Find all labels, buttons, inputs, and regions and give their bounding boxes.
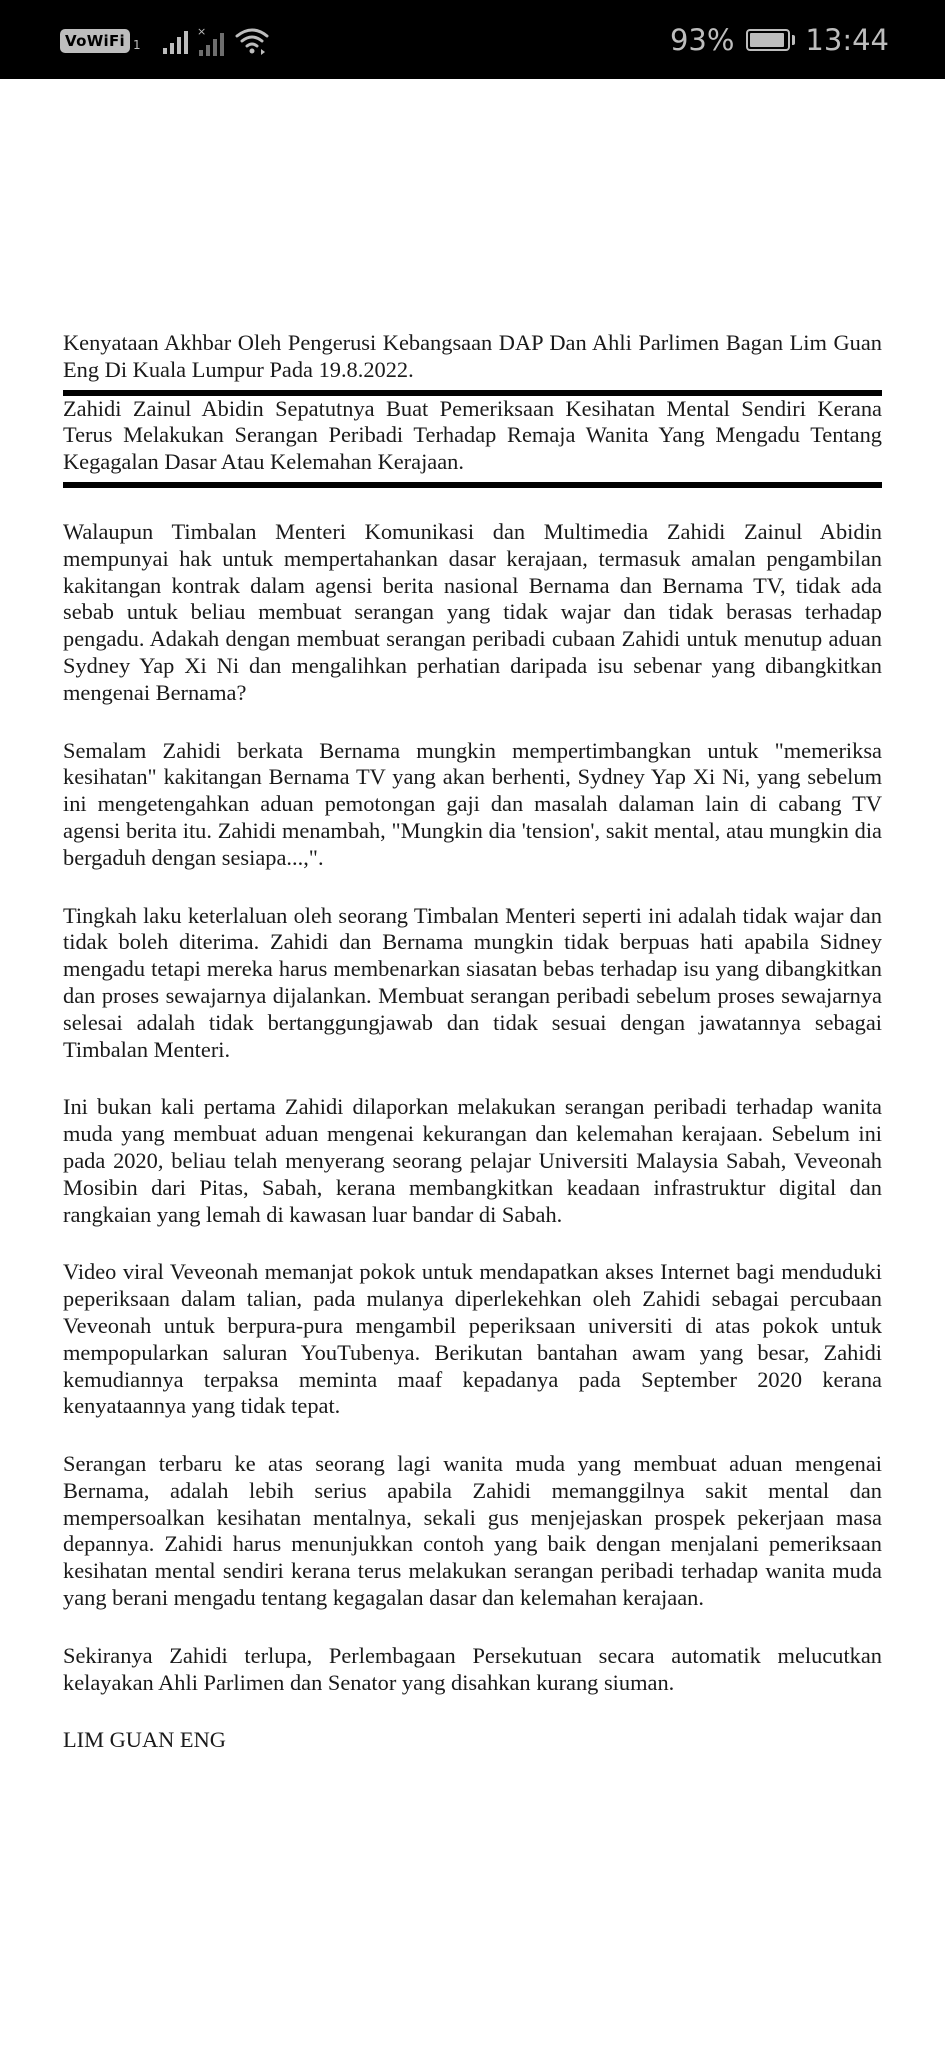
battery-fill [750,33,783,47]
svg-text:×: × [196,26,206,38]
divider [63,482,882,488]
body-paragraph: Video viral Veveonah memanjat pokok untuk mendapatkan akses Internet bagi menduduki peperiksaan dalam talian, pada mulanya diperlekehkan oleh Zahidi sebagai percubaan Veveonah untuk berpura-pura mengambil peperiksaan universiti di atas pokok untuk mempopularkan saluran YouTubenya. Berikutan bantahan awam yang besar, Zahidi kemudiannya terpaksa meminta maaf kepadanya pada September 2020 kerana kenyataannya yang tidak tepat. [63,1259,882,1419]
wifi-icon [235,27,269,55]
clock: 13:44 [805,23,889,57]
body-paragraph: Tingkah laku keterlaluan oleh seorang Timbalan Menteri seperti ini adalah tidak wajar dan tidak boleh diterima. Zahidi dan Bernama mungkin tidak berpuas hati apabila Sidney mengadu tetapi mereka harus membenarkan siasatan bebas terhadap isu yang dibangkitkan dan proses sewajarnya dijalankan. Membuat serangan peribadi sebelum proses sewajarnya selesai adalah tidak bertanggungjawab dan tidak sesuai dengan jawatannya sebagai Timbalan Menteri. [63,902,882,1062]
headline: Kenyataan Akhbar Oleh Pengerusi Kebangsaan DAP Dan Ahli Parlimen Bagan Lim Guan Eng Di Kuala Lumpur Pada 19.8.2022. [63,330,882,382]
vowifi-label: VoWiFi [60,29,130,53]
battery-percent: 93% [669,23,735,57]
status-bar-left [60,25,269,57]
battery-icon [746,29,795,51]
body-paragraph: Semalam Zahidi berkata Bernama mungkin mempertimbangkan untuk "memeriksa kesihatan" kakitangan Bernama TV yang akan berhenti, Sydney Yap Xi Ni, yang sebelum ini mengetengahkan aduan pemotongan gaji dan masalah dalaman lain di cabang TV agensi berita itu. Zahidi menambah, "Mungkin dia 'tension', sakit mental, atau mungkin dia bergaduh dengan sesiapa...,". [63,737,882,870]
press-statement [63,330,882,1754]
battery-tip [792,35,795,45]
body-paragraph: Serangan terbaru ke atas seorang lagi wanita muda yang membuat aduan mengenai Bernama, adalah lebih serius apabila Zahidi memanggilnya sakit mental dan mempersoalkan kesihatan mentalnya, sekali gus menjejaskan prospek pekerjaan masa depannya. Zahidi harus menunjukkan contoh yang baik dengan menjalani pemeriksaan kesihatan mental sendiri kerana terus melakukan serangan peribadi terhadap wanita muda yang berani mengadu tentang kegagalan dasar dan kelemahan kerajaan. [63,1451,882,1611]
status-bar [0,0,945,79]
status-bar-right [670,20,889,60]
body-paragraph: Ini bukan kali pertama Zahidi dilaporkan melakukan serangan peribadi terhadap wanita muda yang membuat aduan mengenai kekurangan dan kelemahan kerajaan. Sebelum ini pada 2020, beliau telah menyerang seorang pelajar Universiti Malaysia Sabah, Veveonah Mosibin dari Pitas, Sabah, kerana membangkitkan keadaan infrastruktur digital dan rangkaian yang lemah di kawasan luar bandar di Sabah. [63,1094,882,1227]
body-paragraph: Sekiranya Zahidi terlupa, Perlembagaan Persekutuan secara automatik melucutkan kelayakan Ahli Parlimen dan Senator yang disahkan kurang siuman. [63,1642,882,1695]
vowifi-sub: 1 [132,38,141,52]
vowifi-icon [60,27,141,55]
battery-body [746,29,790,51]
no-signal-icon [197,26,227,56]
signature: LIM GUAN ENG [63,1727,226,1753]
body-paragraph: Walaupun Timbalan Menteri Komunikasi dan Multimedia Zahidi Zainul Abidin mempunyai hak untuk mempertahankan dasar kerajaan, termasuk amalan pengambilan kakitangan kontrak dalam agensi berita nasional Bernama dan Bernama TV, tidak ada sebab untuk beliau membuat serangan yang tidak wajar dan tidak berasas terhadap pengadu. Adakah dengan membuat serangan peribadi cubaan Zahidi untuk menutup aduan Sydney Yap Xi Ni dan mengalihkan perhatian daripada isu sebenar yang dibangkitkan mengenai Bernama? [63,518,882,705]
subheadline: Zahidi Zainul Abidin Sepatutnya Buat Pemeriksaan Kesihatan Mental Sendiri Kerana Terus Melakukan Serangan Peribadi Terhadap Remaja Wanita Yang Mengadu Tentang Kegagalan Dasar Atau Kelemahan Kerajaan. [63,395,882,475]
signal-icon [163,28,193,54]
